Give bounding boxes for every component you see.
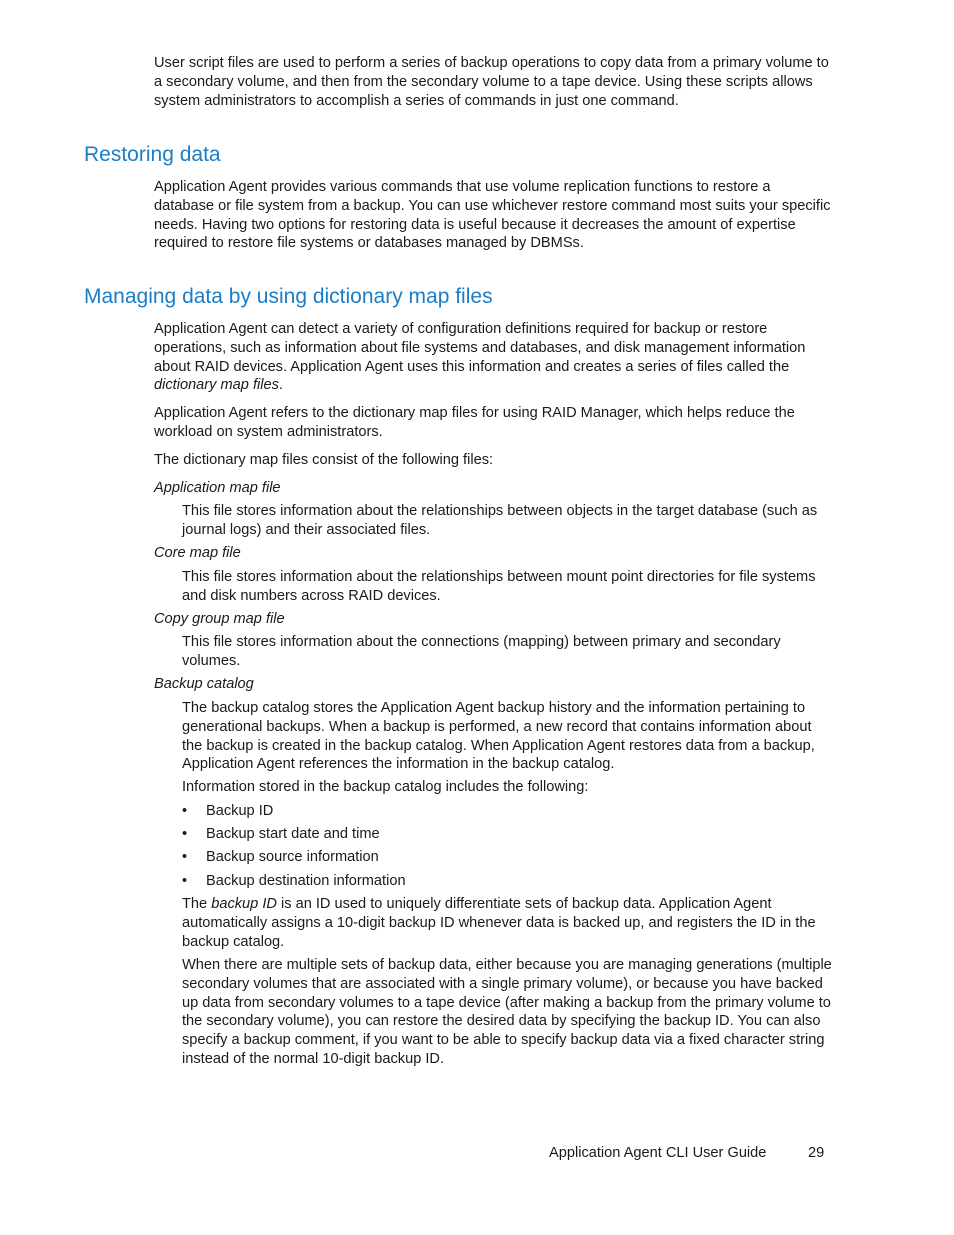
definition-term: Copy group map file: [154, 611, 285, 627]
definition-term: Core map file: [154, 545, 241, 561]
definition-description: This file stores information about the relationships between objects in the target database (such as journal logs) and their associated files.: [182, 503, 818, 538]
managing-paragraph-2: Application Agent refers to the dictionary map files for using RAID Manager, which helps reduce the workload on system administrators.: [154, 405, 795, 440]
list-item-label: Backup source information: [206, 849, 379, 865]
bullet-icon: •: [182, 803, 188, 819]
footer-guide-title: Application Agent CLI User Guide: [549, 1145, 767, 1161]
bullet-icon: •: [182, 873, 188, 889]
backup-id-pre: The: [182, 896, 208, 912]
intro-paragraph: User script files are used to perform a series of backup operations to copy data from a primary volume to a secondary volume, and then from the secondary volume to a tape device. Using these scripts allows system administrators to accomplish a series of commands in just one command.: [154, 55, 829, 109]
bullet-icon: •: [182, 826, 188, 842]
definition-description: This file stores information about the connections (mapping) between primary and secondary volumes.: [182, 634, 781, 669]
restoring-data-paragraph: Application Agent provides various commands that use volume replication functions to restore a database or file system from a backup. You can use whichever restore command most suits your specific needs. Having two options for restoring data is useful because it decreases the amount of expertise required to restore file systems or databases managed by DBMSs.: [154, 179, 831, 252]
list-item: [182, 825, 380, 844]
bullet-icon: •: [182, 849, 188, 865]
managing-paragraph-3: The dictionary map files consist of the following files:: [154, 452, 494, 468]
list-item-label: Backup start date and time: [206, 826, 380, 842]
backup-id-post: is an ID used to uniquely differentiate sets of backup data. Application Agent automatically assigns a 10-digit backup ID whenever data is backed up, and registers the ID in the backup catalog.: [182, 896, 816, 950]
backup-id-term: backup ID: [211, 896, 277, 912]
definition-term: Backup catalog: [154, 676, 254, 692]
list-item: [182, 872, 406, 891]
list-item: [182, 848, 379, 867]
definition-description: The backup catalog stores the Application Agent backup history and the information pertaining to generational backups. When a backup is performed, a new record that contains information about the backup is created in the backup catalog. When Application Agent restores data from a backup, Application Agent references the information in the backup catalog.: [182, 700, 815, 773]
managing-p1-lead: Application Agent can detect a variety of configuration definitions required for backup or restore operations, such as information about file systems and databases, and disk management information about RAID devices. Application Agent uses this information and creates a series of files called the: [154, 321, 806, 375]
list-item-label: Backup ID: [206, 803, 274, 819]
footer-page-number: 29: [808, 1145, 825, 1161]
definition-term: Application map file: [154, 480, 281, 496]
managing-paragraph-1: [154, 320, 834, 395]
catalog-info-lead: Information stored in the backup catalog includes the following:: [182, 779, 589, 795]
managing-data-heading: Managing data by using dictionary map files: [84, 285, 493, 308]
managing-p1-end: .: [278, 377, 283, 394]
list-item: [182, 802, 273, 821]
backup-id-paragraph: [182, 895, 834, 951]
dictionary-map-files-term: dictionary map files: [154, 377, 279, 394]
restoring-data-heading: Restoring data: [84, 143, 221, 166]
definition-description: This file stores information about the relationships between mount point directories for file systems and disk numbers across RAID devices.: [182, 569, 816, 604]
list-item-label: Backup destination information: [206, 873, 406, 889]
multiple-sets-paragraph: When there are multiple sets of backup data, either because you are managing generations (multiple secondary volumes that are associated with a single primary volume), or because you have backed up data from secondary volumes to a tape device (after making a backup from the primary volume to the secondary volume), you can restore the desired data by specifying the backup ID. You can also specify a backup comment, if you want to be able to specify backup data via a fixed character string instead of the normal 10-digit backup ID.: [182, 957, 832, 1067]
